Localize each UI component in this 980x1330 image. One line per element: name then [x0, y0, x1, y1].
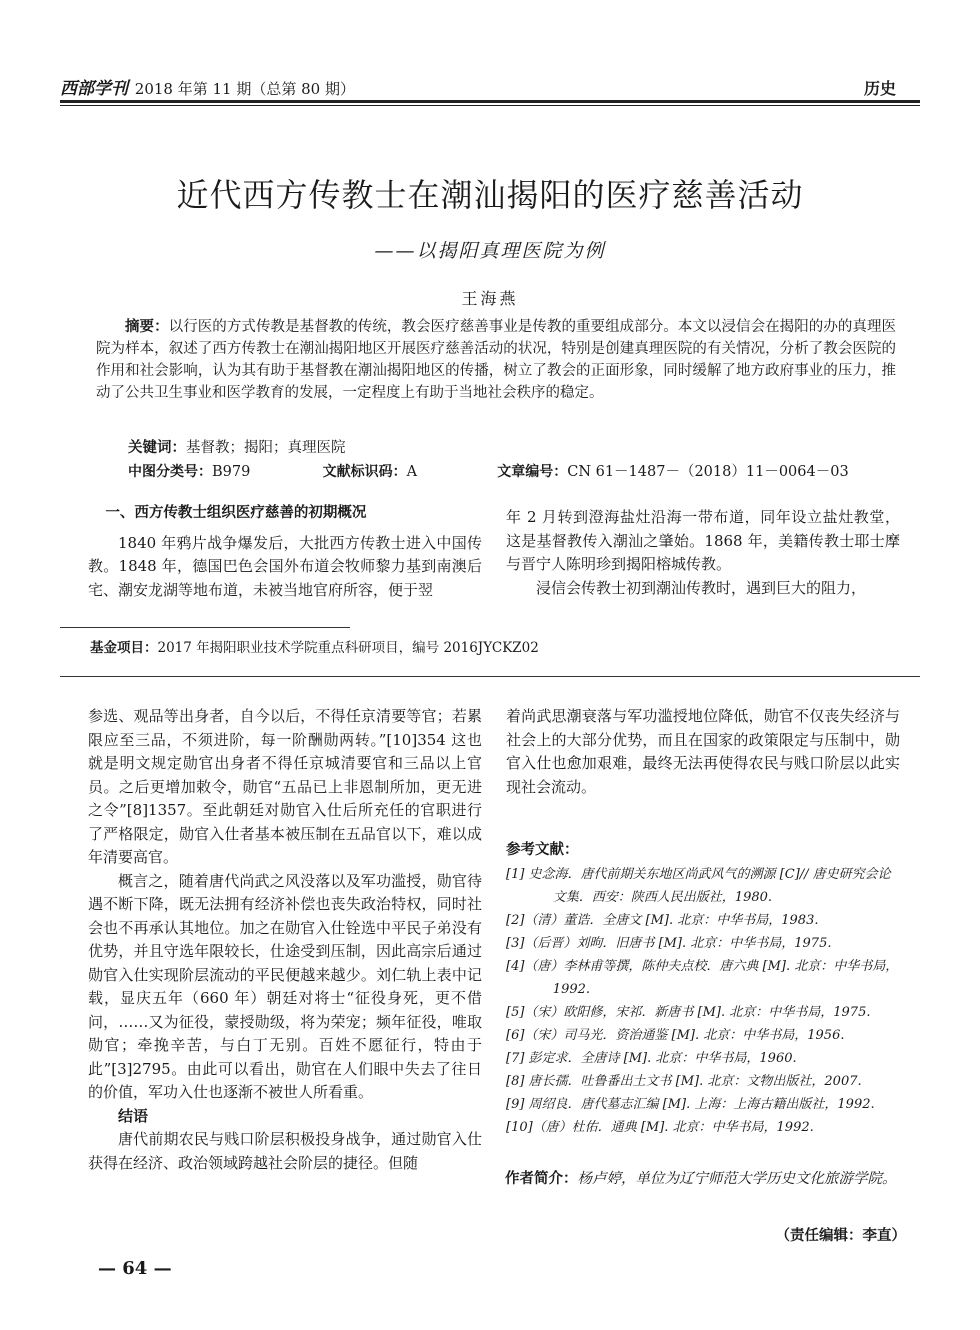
body-bottom-right-column — [506, 705, 900, 799]
reference-item: [8] 唐长孺．吐鲁番出土文书 [M]. 北京：文物出版社，2007. — [506, 1074, 862, 1089]
funding-label: 基金项目： — [90, 640, 158, 656]
page-break-rule — [60, 676, 920, 677]
classification-line — [128, 460, 898, 481]
author-bio — [505, 1168, 920, 1190]
reference-item: [3]（后晋）刘昫．旧唐书 [M]. 北京：中华书局，1975. — [506, 936, 832, 951]
body-top-right-column — [506, 506, 900, 600]
reference-item: [7] 彭定求．全唐诗 [M]. 北京：中华书局，1960. — [506, 1051, 797, 1066]
article-code — [497, 460, 848, 481]
reference-item: [10]（唐）杜佑．通典 [M]. 北京：中华书局，1992. — [506, 1120, 814, 1135]
doc-label: 文献标识码： — [322, 464, 407, 480]
article-label: 文章编号： — [497, 464, 568, 480]
funding-text: 2017 年揭阳职业技术学院重点科研项目，编号 2016JYCKZ02 — [157, 640, 539, 656]
article-title: 近代西方传教士在潮汕揭阳的医疗慈善活动 — [176, 176, 804, 214]
abstract-text: 以行医的方式传教是基督教的传统，教会医疗慈善事业是传教的重要组成部分。本文以浸信会在揭阳的办的真理医院为样本，叙述了西方传教士在潮汕揭阳地区开展医疗慈善活动的状况，特别是创建真理医院的有关情况，分析了教会医院的作用和社会影响，认为其有助于基督教在潮汕揭阳地区的传播，树立了教会的正面形象，同时缓解了地方政府事业的压力，推动了公共卫生事业和医学教育的发展，一定程度上有助于当地社会秩序的稳定。 — [96, 319, 897, 401]
keywords-label: 关键词： — [128, 439, 186, 456]
footnote-rule — [60, 627, 350, 628]
references — [506, 838, 900, 1139]
references-title: 参考文献： — [506, 842, 579, 858]
reference-item: [4]（唐）李林甫等撰，陈仲夫点校．唐六典 [M]. 北京：中华书局，1992. — [506, 959, 899, 997]
article-subtitle: ——以揭阳真理医院为例 — [374, 240, 606, 262]
keywords-text: 基督教；揭阳；真理医院 — [186, 440, 346, 456]
conclusion-heading: 结语 — [118, 1106, 149, 1125]
paragraph: 着尚武思潮衰落与军功滥授地位降低，勋官不仅丧失经济与社会上的大部分优势，而且在国家的政策限定与压制中，勋官入仕也愈加艰难，最终无法再使得农民与贱口阶层以此实现社会流动。 — [506, 707, 900, 796]
abstract-label: 摘要： — [125, 318, 169, 335]
article-author: 王海燕 — [461, 289, 519, 308]
section-heading: 一、西方传教士组织医疗慈善的初期概况 — [105, 505, 367, 521]
paragraph: 唐代前期农民与贱口阶层积极投身战争，通过勋官入仕获得在经济、政治领域跨越社会阶层的捷径。但随 — [88, 1130, 482, 1172]
responsible-editor: （责任编辑：李直） — [775, 1228, 906, 1244]
page-number: — 64 — — [98, 1258, 172, 1279]
reference-list — [506, 863, 900, 1139]
body-top-left-column — [88, 502, 482, 602]
keywords — [128, 436, 346, 457]
reference-item: [9] 周绍良．唐代墓志汇编 [M]. 上海：上海古籍出版社，1992. — [506, 1097, 875, 1112]
reference-item: [1] 史念海．唐代前期关东地区尚武风气的溯源 [C]// 唐史研究会论文集．西安：陕西人民出版社，1980. — [506, 867, 891, 905]
doc-code — [323, 461, 493, 481]
body-bottom-left-column — [88, 705, 482, 1175]
author-bio-text: 杨卢婷，单位为辽宁师范大学历史文化旅游学院。 — [577, 1171, 897, 1187]
header-rule — [60, 100, 920, 103]
paragraph: 浸信会传教士初到潮汕传教时，遇到巨大的阻力， — [536, 578, 867, 597]
section-label: 历史 — [863, 79, 896, 98]
paragraph: 概言之，随着唐代尚武之风没落以及军功滥授，勋官待遇不断下降，既无法拥有经济补偿也丧失政治特权，同时社会也不再承认其地位。加之在勋官入仕铨选中平民子弟没有优势，并且守选年限较长，仕途受到压制，因此高宗后通过勋官入仕实现阶层流动的平民便越来越少。刘仁轨上表中记载，显庆五年（660 年）朝廷对将士“征役身死，更不借问，……又为征役，蒙授勋级，将为荣宠；频年征役，唯取勋官；牵挽辛苦，与白丁无别。百姓不愿征行，特由于此”[3]2795。由此可以看出，勋官在人们眼中失去了往日的价值，军功入仕也逐渐不被世人所看重。 — [88, 871, 482, 1101]
funding-note — [90, 636, 539, 656]
reference-item: [6]（宋）司马光．资治通鉴 [M]. 北京：中华书局，1956. — [506, 1028, 845, 1043]
running-header — [60, 74, 355, 99]
issue-info: 2018 年第 11 期（总第 80 期） — [134, 80, 355, 98]
paragraph: 参选、观品等出身者，自今以后，不得任京清要等官；若累限应至三品，不须进阶，每一阶酬勋两转。”[10]354 这也就是明文规定勋官出身者不得任京城清要官和三品以上官员。之后更增加敕令，勋官“五品已上非恩制所加，更无进之令”[8]1357。至此朝廷对勋官入仕后所充任的官职进行了严格限定，勋官入仕者基本被压制在五品官以下，难以成年清要高官。 — [88, 707, 482, 866]
clc-code — [128, 461, 318, 481]
article-value: CN 61－1487－（2018）11－0064－03 — [567, 464, 849, 480]
journal-name: 西部学刊 — [60, 79, 128, 99]
author-bio-label: 作者简介： — [505, 1171, 578, 1187]
doc-value: A — [406, 464, 418, 480]
reference-item: [5]（宋）欧阳修，宋祁．新唐书 [M]. 北京：中华书局，1975. — [506, 1005, 871, 1020]
header-rule-thin — [60, 105, 920, 106]
paragraph: 1840 年鸦片战争爆发后，大批西方传教士进入中国传教。1848 年，德国巴色会国外布道会牧师黎力基到南澳后宅、潮安龙湖等地布道，未被当地官府所容，便于翌 — [88, 533, 482, 599]
reference-item: [2]（清）董诰．全唐文 [M]. 北京：中华书局，1983. — [506, 913, 819, 928]
abstract — [96, 316, 896, 404]
paragraph: 年 2 月转到澄海盐灶沿海一带布道，同年设立盐灶教堂，这是基督教传入潮汕之肇始。1868 年，美籍传教士耶士摩与晋宁人陈明珍到揭阳榕城传教。 — [506, 508, 900, 573]
clc-label: 中图分类号： — [128, 464, 212, 480]
clc-value: B979 — [212, 464, 251, 480]
